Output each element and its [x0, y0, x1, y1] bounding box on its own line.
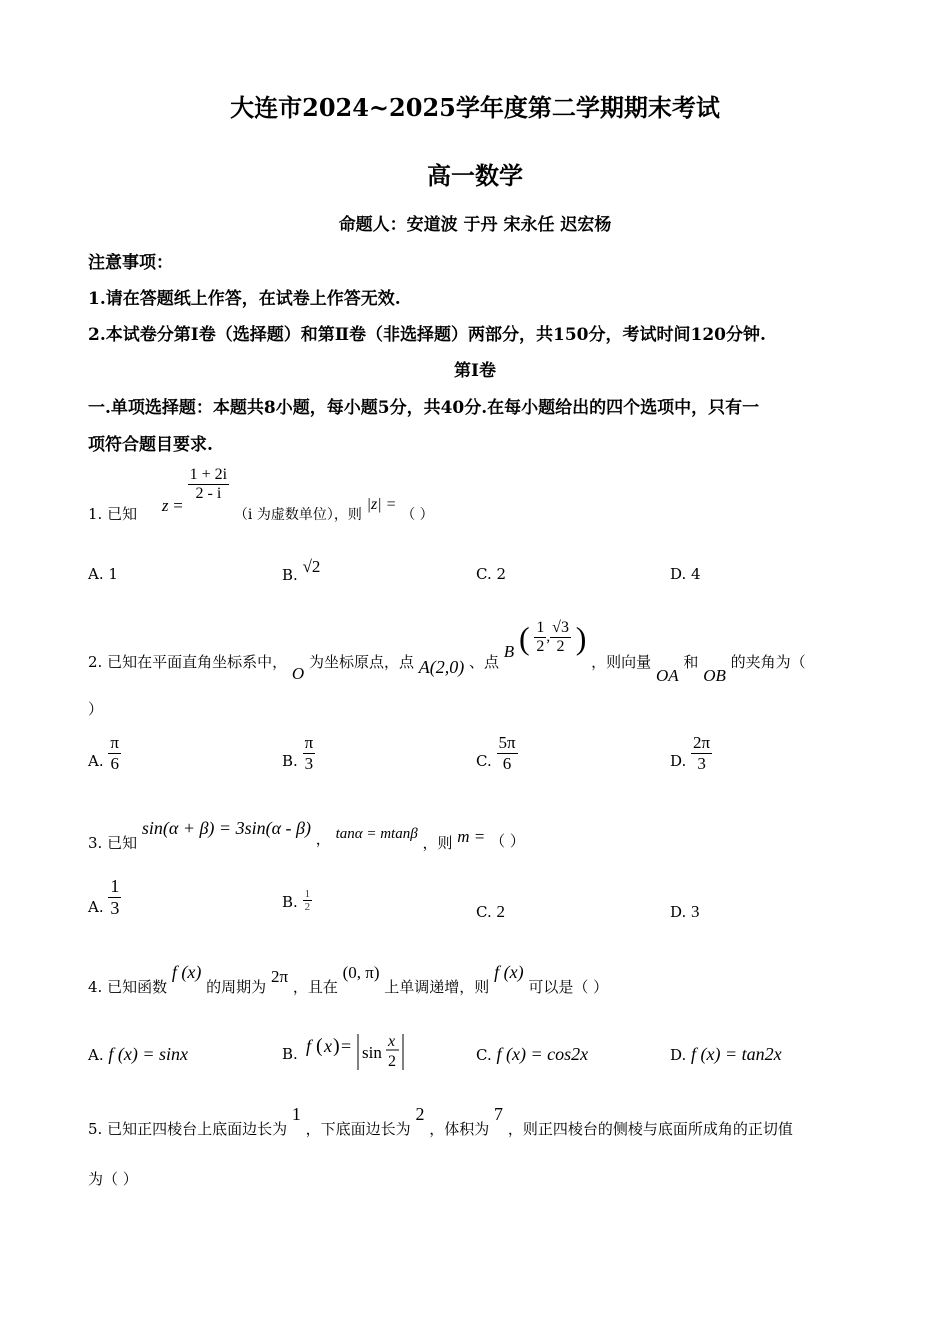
q4-mid4: 可以是（ ） — [528, 978, 609, 996]
q4-interval: (0, π) — [342, 963, 380, 982]
question-1 — [88, 466, 434, 523]
q1-option-d: D. 4 — [670, 565, 701, 583]
q4-mid1: 的周期为 — [206, 978, 267, 996]
notes-item-2: 2.本试卷分第Ⅰ卷（选择题）和第Ⅱ卷（非选择题）两部分，共150分，考试时间120分钟. — [88, 325, 766, 345]
q2-mid1: 为坐标原点，点 — [308, 653, 414, 671]
section-instructions-line2: 项符合题目要求. — [88, 435, 213, 455]
q5-bottom-edge: 2 — [415, 1104, 425, 1124]
q4-period: 2π — [270, 967, 289, 986]
q1-option-b — [282, 557, 321, 585]
q4-option-c-expr: f (x) = cos2x — [496, 1044, 589, 1064]
q2-b-y — [550, 619, 571, 656]
svg-text:): ) — [333, 1035, 340, 1057]
q2-close-paren: ） — [88, 700, 104, 718]
q2-b-x-den: 2 — [536, 637, 545, 655]
question-3 — [88, 818, 525, 852]
q4-option-d-expr: f (x) = tan2x — [691, 1044, 782, 1064]
q2-b-x — [534, 619, 546, 656]
subject-title: 高一数学 — [427, 161, 523, 190]
q3-expr1: sin(α + β) = 3sin(α - β) — [141, 818, 311, 838]
svg-text:=: = — [341, 1036, 352, 1056]
q3-expr2: tanα = mtanβ — [335, 826, 418, 842]
q2-option-c-value: $\frac{5\pi}{6}$ — [498, 733, 516, 773]
q5-line2: 为（ ） — [88, 1170, 138, 1188]
question-2: 2. 已知在平面直角坐标系中， O 为坐标原点，点 A(2,0) 、点 B ( $\frac{1}{2}$ , $\frac{√3}{2}$ ) ，则向量 OA 和 OB 的夹角为（ — [88, 618, 806, 685]
q2-b-x-num: 1 — [536, 618, 545, 636]
q1-note: （i 为虚数单位），则 — [233, 506, 362, 523]
svg-text:(: ( — [316, 1035, 323, 1057]
q1-equals: = — [173, 495, 183, 515]
q3-option-d-value: 3 — [691, 902, 700, 921]
q4-option-b — [282, 1030, 405, 1072]
q2-option-b-label: B. — [282, 751, 298, 770]
q2-option-d-label: D. — [670, 751, 687, 770]
svg-text:2: 2 — [388, 1053, 396, 1070]
q2-and: 和 — [683, 653, 699, 671]
q1-option-b-label: B. — [282, 566, 298, 584]
q4-option-b-formula — [302, 1030, 412, 1072]
q2-option-c — [476, 733, 518, 774]
q3-option-c-value: 2 — [496, 902, 505, 921]
q2-vector-oa: OA — [655, 666, 679, 685]
q3-lead: 3. 已知 — [88, 834, 138, 852]
q1-fraction — [188, 466, 229, 503]
q3-m: m = — [457, 827, 486, 846]
q3-paren: （ ） — [490, 832, 525, 850]
q4-option-b-label: B. — [282, 1045, 298, 1063]
svg-text:sin: sin — [362, 1043, 382, 1062]
q4-mid3: 上单调递增，则 — [384, 978, 490, 996]
q5-lead: 5. 已知正四棱台上底面边长为 — [88, 1120, 288, 1138]
q3-option-c — [476, 902, 505, 922]
q4-fx-2: f (x) — [494, 962, 524, 982]
q2-mid2: 、点 — [469, 653, 500, 671]
question-4 — [88, 962, 609, 996]
q3-option-b-label: B. — [282, 892, 298, 911]
authors-line: 命题人：安道波 于丹 宋永任 迟宏杨 — [338, 215, 612, 235]
q3-comma: ， — [315, 830, 331, 848]
q1-z: z — [161, 495, 169, 515]
q2-option-b-value: $\frac{\pi}{3}$ — [304, 733, 314, 773]
q4-lead: 4. 已知函数 — [88, 978, 168, 996]
q2-b-y-num: √3 — [552, 618, 569, 636]
q2-option-a-value: $\frac{\pi}{6}$ — [110, 733, 119, 773]
q4-mid2: ，且在 — [292, 978, 338, 996]
q5-mid2: ，体积为 — [429, 1120, 490, 1138]
q1-paren: （ ） — [401, 506, 434, 523]
q2-lead: 2. 已知在平面直角坐标系中， — [88, 653, 288, 671]
q1-abs-z: |z| = — [366, 495, 397, 513]
q4-option-d-label: D. — [670, 1046, 687, 1064]
q3-option-a — [88, 876, 121, 919]
svg-text:x: x — [388, 1033, 396, 1050]
question-5 — [88, 1104, 793, 1138]
q3-option-a-label: A. — [88, 897, 104, 916]
q1-numerator: 1 + 2i — [189, 466, 228, 483]
q3-option-d-label: D. — [670, 903, 687, 921]
q3-option-a-value: $\frac{1}{3}$ — [110, 876, 120, 918]
q2-mid3: ，则向量 — [591, 653, 652, 671]
q4-option-d — [670, 1044, 782, 1065]
q2-option-b — [282, 733, 315, 774]
notes-item-1: 1.请在答题纸上作答，在试卷上作答无效. — [88, 289, 401, 309]
exam-title: 大连市2024~2025学年度第二学期期末考试 — [230, 93, 720, 122]
notes-heading: 注意事项： — [88, 253, 173, 273]
q1-denominator: 2 - i — [188, 484, 229, 503]
q3-option-c-label: C. — [476, 903, 492, 921]
q2-origin: O — [291, 664, 305, 683]
q4-option-c — [476, 1044, 588, 1065]
q4-fx: f (x) — [171, 962, 202, 982]
q4-option-c-label: C. — [476, 1046, 492, 1064]
q2-point-b: B — [503, 642, 515, 661]
svg-text:f: f — [306, 1036, 312, 1056]
svg-text:x: x — [324, 1036, 332, 1056]
q1-option-a: A. 1 — [88, 565, 118, 583]
q5-volume: 7 — [494, 1104, 504, 1124]
q2-option-d — [670, 733, 712, 774]
q4-option-a-label: A. — [88, 1046, 104, 1064]
q2-option-c-label: C. — [476, 751, 492, 770]
q5-tail: ，则正四棱台的侧棱与底面所成角的正切值 — [507, 1120, 793, 1138]
q1-option-c: C. 2 — [476, 565, 507, 583]
q4-option-a-expr: f (x) = sinx — [108, 1044, 189, 1064]
q2-vector-ob: OB — [703, 666, 726, 685]
q2-option-a-label: A. — [88, 751, 104, 770]
q2-option-d-value: $\frac{2\pi}{3}$ — [693, 733, 711, 773]
q5-mid1: ，下底面边长为 — [305, 1120, 411, 1138]
q3-then: ，则 — [422, 834, 453, 852]
q2-b-y-den: 2 — [550, 637, 571, 656]
q2-tail: 的夹角为（ — [730, 653, 806, 671]
q3-option-b — [282, 888, 312, 913]
q2-point-a: A(2,0) — [418, 657, 465, 677]
q1-option-b-value: √2 — [302, 557, 321, 576]
q3-option-b-value: $\frac{1}{2}$ — [304, 888, 311, 913]
q5-top-edge: 1 — [291, 1104, 301, 1124]
section-instructions-line1: 一.单项选择题：本题共8小题，每小题5分，共40分.在每小题给出的四个选项中，只有一 — [88, 398, 760, 418]
q4-option-a — [88, 1044, 188, 1065]
part-title: 第Ⅰ卷 — [454, 361, 496, 381]
q1-lead: 1. 已知 — [88, 504, 138, 523]
q3-option-d — [670, 902, 700, 922]
q2-option-a — [88, 733, 121, 774]
